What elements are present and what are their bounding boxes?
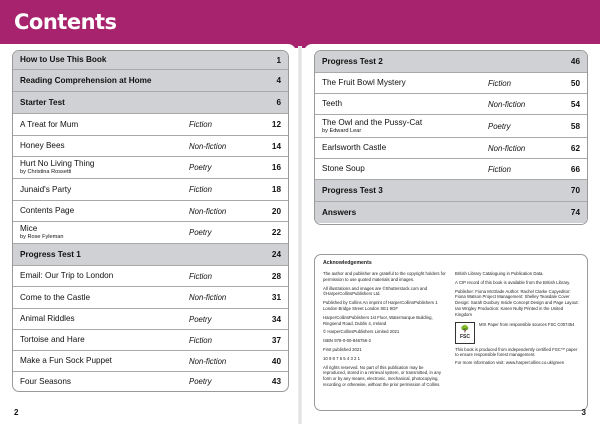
entry-page-number: 31 (271, 293, 281, 302)
contents-row (13, 201, 288, 222)
contents-row (13, 157, 288, 179)
contents-row (13, 330, 288, 351)
contents-row (315, 159, 587, 180)
entry-title: The Owl and the Pussy-Cat by Edward Lear (322, 118, 488, 134)
contents-row (13, 309, 288, 330)
ack-paragraph: ISBN 978-0-00-846756-2 (323, 338, 372, 344)
book-gutter (298, 46, 302, 424)
entry-page-number: 66 (570, 164, 580, 174)
acknowledgements-col-2 (455, 271, 579, 391)
entry-author: by Rose Fyleman (20, 234, 64, 241)
entry-genre: Fiction (189, 271, 212, 281)
entry-title: Progress Test 1 (20, 249, 81, 259)
entry-page-number: 6 (276, 98, 281, 107)
contents-row (315, 202, 587, 223)
ack-paragraph: The author and publisher are grateful to the copyright holders for permission to use quoted materials and images. (323, 271, 446, 282)
entry-genre: Poetry (189, 163, 212, 172)
page-number-right: 3 (581, 408, 586, 417)
entry-genre: Fiction (488, 164, 511, 174)
entry-title: Honey Bees (20, 141, 65, 151)
contents-row (13, 372, 288, 391)
fsc-block (455, 322, 579, 344)
entry-title: Progress Test 2 (322, 56, 383, 66)
entry-title: Come to the Castle (20, 292, 91, 302)
entry-genre: Poetry (189, 228, 212, 237)
entry-title: Progress Test 3 (322, 185, 383, 195)
entry-title: Teeth (322, 99, 343, 109)
entry-title: Tortoise and Hare (20, 335, 85, 345)
contents-row (13, 114, 288, 136)
entry-title: Mice by Rose Fyleman (20, 224, 189, 240)
contents-row (13, 92, 288, 114)
entry-page-number: 20 (271, 206, 281, 216)
ack-paragraph: HarperCollinsPublishers 1st Floor, Watermarque Building, Ringsend Road, Dublin 4, Ireland (323, 314, 433, 326)
entry-genre: Non-fiction (189, 206, 227, 216)
entry-genre: Non-fiction (488, 143, 526, 153)
entry-genre: Poetry (189, 377, 212, 386)
entry-title: Answers (322, 207, 357, 217)
contents-row (13, 179, 288, 201)
page-number-left: 2 (14, 408, 19, 417)
contents-row (315, 115, 587, 138)
entry-page-number: 24 (271, 250, 281, 259)
fsc-logo-icon: 🌳 FSC (455, 322, 475, 344)
contents-header-banner (0, 0, 600, 48)
entry-page-number: 40 (271, 356, 281, 366)
entry-page-number: 12 (271, 120, 281, 129)
ack-paragraph: A CIP record of this book is available from the British Library. (455, 279, 571, 285)
entry-page-number: 43 (271, 377, 281, 386)
entry-title: Animal Riddles (20, 314, 75, 324)
entry-page-number: 22 (271, 228, 281, 237)
entry-title: Junaid's Party (20, 184, 72, 194)
contents-row (13, 70, 288, 92)
entry-page-number: 46 (570, 57, 580, 66)
contents-row (315, 180, 587, 202)
entry-page-number: 18 (271, 185, 281, 194)
entry-author: by Edward Lear (322, 127, 362, 134)
contents-row (315, 51, 587, 73)
entry-title: Stone Soup (322, 164, 365, 174)
entry-title: Email: Our Trip to London (20, 271, 114, 281)
entry-genre: Poetry (488, 121, 511, 131)
entry-page-number: 28 (271, 271, 281, 281)
ack-paragraph: British Library Cataloguing in Publication Data. (455, 271, 544, 277)
entry-page-number: 54 (570, 99, 580, 109)
contents-row (13, 287, 288, 309)
fsc-text: MIX Paper from responsible sources FSC C007454 (479, 321, 575, 327)
entry-genre: Non-fiction (488, 99, 526, 109)
entry-genre: Non-fiction (189, 293, 227, 302)
entry-title: Hurt No Living Thing by Christina Rossetti (20, 159, 189, 175)
ack-paragraph: All rights reserved. No part of this publication may be reproduced, stored in a retrieval system, or transmitted, in any form or by any means, electronic, mechanical, photocopying, recording or otherwise, without the prior permission of Collins. (323, 364, 441, 387)
entry-page-number: 50 (570, 78, 580, 88)
acknowledgements-col-1 (323, 271, 447, 391)
fsc-note: This book is produced from independently certified FSC™ paper to ensure responsible forest management. (455, 346, 578, 358)
entry-genre: Poetry (189, 314, 212, 324)
entry-title: A Treat for Mum (20, 119, 79, 129)
ack-paragraph: Publisher: Fiona McGlade Author: Rachel Clarke Copyeditor: Fiona Watson Project Management: Shelley Teasdale Cover Design: Sarah Duxbury Inside Concept Design and Page Layout: Ian Wrigley Production: Karen Nulty Printed in the United Kingdom (455, 288, 579, 317)
entry-title: Earlsworth Castle (322, 143, 387, 153)
entry-page-number: 16 (271, 163, 281, 172)
acknowledgements-box (314, 254, 588, 411)
ack-paragraph: © HarperCollinsPublishers Limited 2021 (323, 329, 400, 335)
entry-genre: Fiction (189, 185, 212, 194)
entry-page-number: 14 (271, 141, 281, 151)
contents-list-left (12, 50, 289, 392)
page-title: Contents (14, 10, 117, 34)
entry-title: Contents Page (20, 206, 75, 216)
entry-page-number: 4 (276, 76, 281, 85)
ack-paragraph: First published 2021 (323, 346, 362, 352)
contents-row (13, 222, 288, 244)
entry-genre: Non-fiction (189, 356, 227, 366)
entry-page-number: 62 (570, 143, 580, 153)
entry-genre: Fiction (189, 335, 212, 345)
entry-page-number: 34 (271, 314, 281, 324)
entry-title: Make a Fun Sock Puppet (20, 356, 112, 366)
entry-page-number: 58 (570, 121, 580, 131)
contents-row (13, 51, 288, 70)
entry-page-number: 74 (570, 208, 580, 217)
ack-paragraph: All illustrations and images are ©Shutterstock.com and ©HarperCollinsPublishers Ltd. (323, 285, 428, 297)
ack-paragraph: Published by Collins An imprint of HarperCollinsPublishers 1 London Bridge Street London SE1 9GF (323, 300, 438, 311)
entry-genre: Non-fiction (189, 141, 227, 151)
entry-genre: Fiction (488, 78, 511, 88)
entry-genre: Fiction (189, 120, 212, 129)
contents-row (315, 94, 587, 115)
entry-author: by Christina Rossetti (20, 169, 72, 176)
acknowledgements-title: Acknowledgements (323, 260, 372, 266)
entry-page-number: 37 (271, 335, 281, 345)
entry-page-number: 1 (276, 55, 281, 65)
entry-title: The Fruit Bowl Mystery (322, 78, 406, 88)
entry-title: Reading Comprehension at Home (20, 75, 152, 85)
contents-row (13, 266, 288, 287)
contents-row (13, 136, 288, 157)
contents-row (13, 244, 288, 266)
ack-paragraph: 10 9 8 7 6 5 4 3 2 1 (323, 355, 361, 361)
more-info: For more information visit: www.harpercollins.co.uk/green (455, 360, 565, 366)
contents-row (315, 138, 587, 159)
contents-row (13, 351, 288, 372)
entry-title: How to Use This Book (20, 55, 107, 65)
contents-row (315, 73, 587, 94)
entry-page-number: 70 (570, 186, 580, 195)
entry-title: Starter Test (20, 97, 65, 107)
contents-list-right (314, 50, 588, 225)
entry-title: Four Seasons (20, 376, 71, 386)
